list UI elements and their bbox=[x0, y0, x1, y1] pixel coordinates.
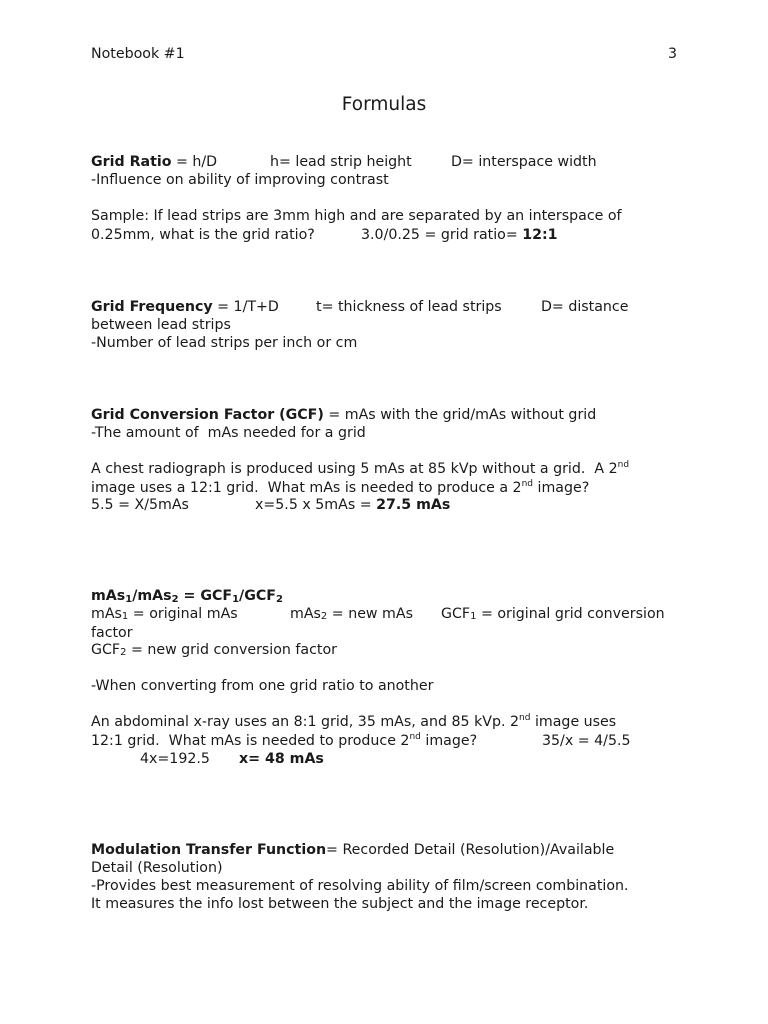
header-notebook-label: Notebook #1 bbox=[91, 46, 185, 62]
grid-ratio-answer: 12:1 bbox=[522, 227, 558, 243]
gcf-answer: 27.5 mAs bbox=[376, 497, 451, 513]
grid-ratio-h-def: h= lead strip height bbox=[270, 154, 412, 170]
grid-frequency-line2: between lead strips bbox=[91, 317, 231, 333]
gcf-example-line2: image uses a 12:1 grid. What mAs is needed to produce a 2nd image? bbox=[91, 479, 590, 496]
mas-ratio-example-line2: 12:1 grid. What mAs is needed to produce 2nd image? bbox=[91, 732, 478, 749]
mas-ratio-example-calc: 35/x = 4/5.5 bbox=[542, 733, 631, 749]
gcf-example-line1: A chest radiograph is produced using 5 mAs at 85 kVp without a grid. A 2nd bbox=[91, 460, 630, 477]
mtf-note1: -Provides best measurement of resolving ability of film/screen combination. bbox=[91, 878, 629, 894]
header-page-number: 3 bbox=[667, 46, 677, 62]
grid-ratio-definition bbox=[91, 153, 217, 171]
grid-ratio-sample-line1: Sample: If lead strips are 3mm high and are separated by an interspace of bbox=[91, 208, 622, 224]
mas-ratio-example-line1: An abdominal x-ray uses an 8:1 grid, 35 mAs, and 85 kVp. 2nd image uses bbox=[91, 713, 617, 730]
mas-ratio-note: -When converting from one grid ratio to another bbox=[91, 678, 434, 694]
mas-ratio-calc: 4x=192.5 bbox=[140, 751, 210, 767]
gcf1-definition: GCF1 = original grid conversion bbox=[441, 606, 665, 622]
grid-frequency-t-def: t= thickness of lead strips bbox=[316, 299, 502, 315]
gcf2-definition: GCF2 = new grid conversion factor bbox=[91, 642, 337, 658]
grid-ratio-sample-calc: 3.0/0.25 = grid ratio= 12:1 bbox=[361, 227, 558, 243]
grid-frequency-d-def: D= distance bbox=[541, 299, 629, 315]
page-title: Formulas bbox=[341, 94, 427, 115]
gcf-term: Grid Conversion Factor (GCF) bbox=[91, 407, 324, 423]
gcf-note: -The amount of mAs needed for a grid bbox=[91, 425, 366, 441]
grid-frequency-definition bbox=[91, 298, 279, 316]
mas2-definition: mAs2 = new mAs bbox=[290, 606, 413, 622]
grid-ratio-sample-line2: 0.25mm, what is the grid ratio? bbox=[91, 227, 315, 243]
gcf-calc-a: 5.5 = X/5mAs bbox=[91, 497, 189, 513]
grid-ratio-formula: = h/D bbox=[171, 154, 218, 170]
grid-ratio-d-def: D= interspace width bbox=[451, 154, 597, 170]
grid-frequency-note: -Number of lead strips per inch or cm bbox=[91, 335, 358, 351]
gcf-definition bbox=[91, 406, 596, 424]
mas-ratio-answer: x= 48 mAs bbox=[239, 751, 324, 767]
grid-frequency-formula: = 1/T+D bbox=[212, 299, 279, 315]
mas-ratio-title: mAs1/mAs2 = GCF1/GCF2 bbox=[91, 588, 283, 605]
grid-ratio-note: -Influence on ability of improving contrast bbox=[91, 172, 389, 188]
gcf1-definition-cont: factor bbox=[91, 625, 133, 641]
mtf-formula: = Recorded Detail (Resolution)/Available bbox=[326, 842, 615, 858]
mas1-definition: mAs1 = original mAs bbox=[91, 606, 238, 622]
mtf-note2: It measures the info lost between the subject and the image receptor. bbox=[91, 896, 589, 912]
mtf-term: Modulation Transfer Function bbox=[91, 842, 327, 858]
gcf-calc-b: x=5.5 x 5mAs = 27.5 mAs bbox=[255, 497, 451, 513]
mtf-definition bbox=[91, 841, 614, 859]
gcf-formula: = mAs with the grid/mAs without grid bbox=[323, 407, 597, 423]
grid-ratio-term: Grid Ratio bbox=[91, 154, 172, 170]
grid-frequency-term: Grid Frequency bbox=[91, 299, 213, 315]
mtf-line2: Detail (Resolution) bbox=[91, 860, 223, 876]
